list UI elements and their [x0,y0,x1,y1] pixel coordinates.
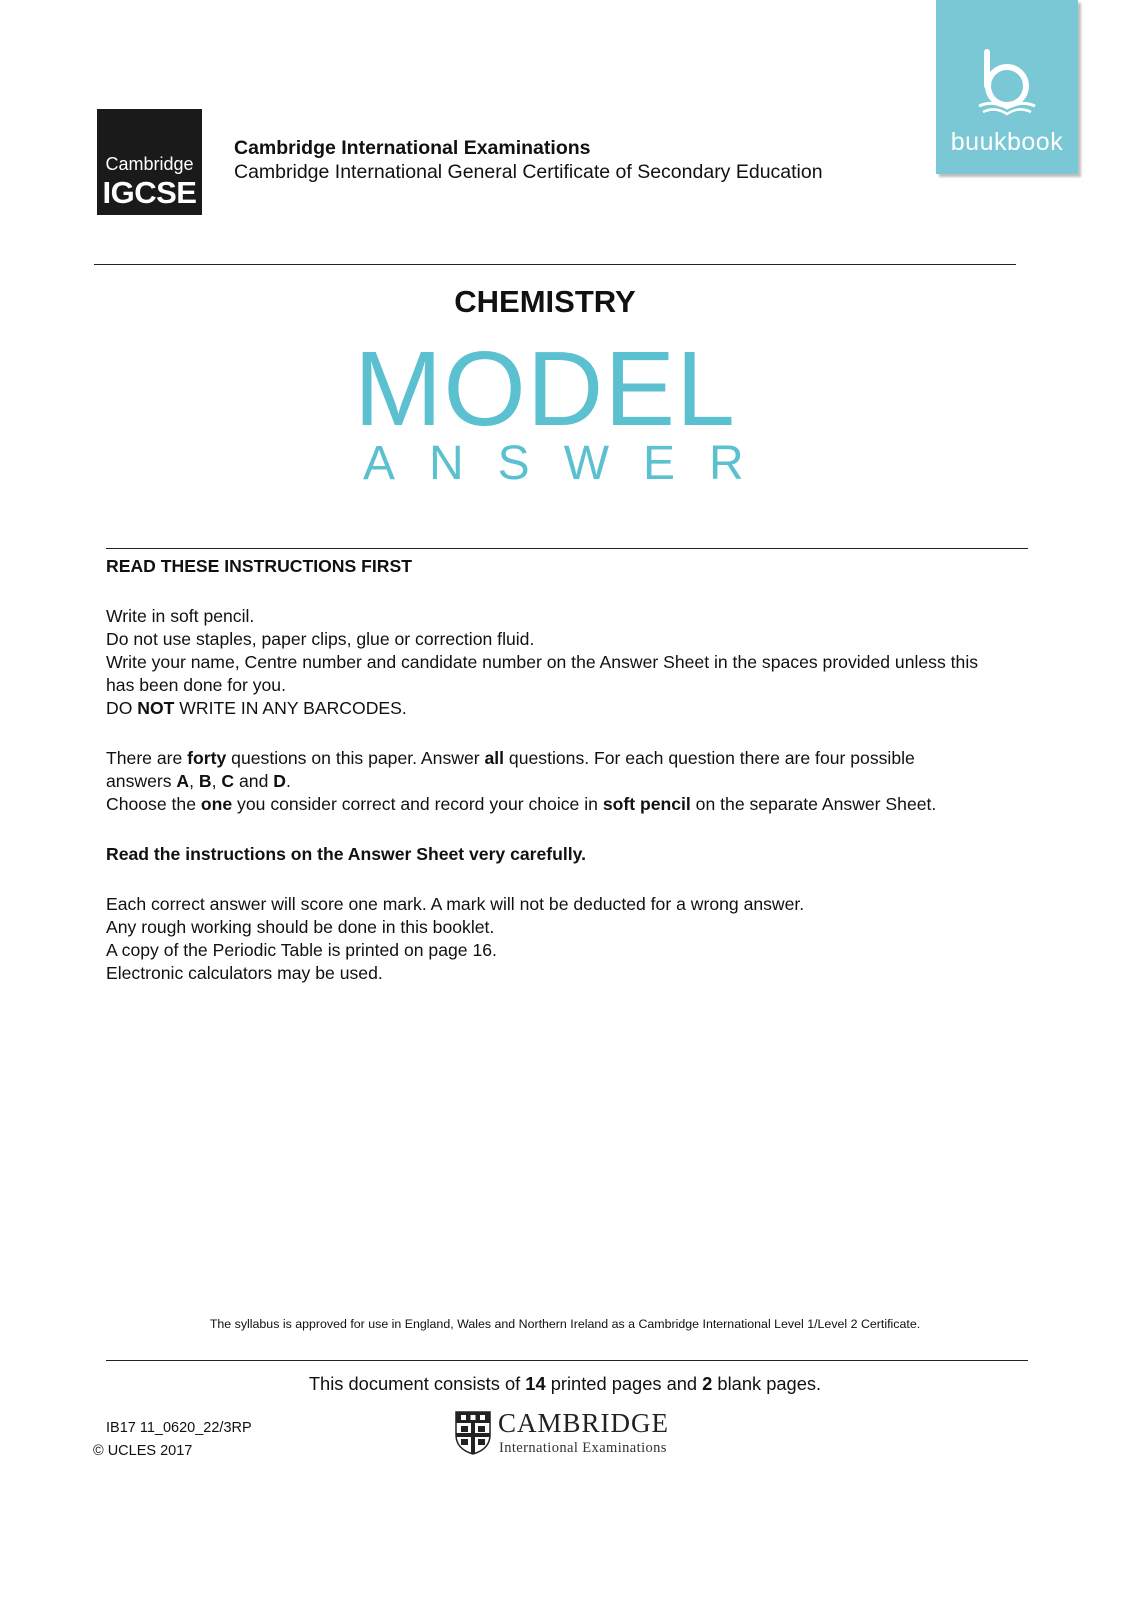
footer-divider [106,1360,1028,1361]
emphasis-text: A [176,771,190,791]
emphasis-text: D [273,771,286,791]
emphasis-text: B [198,771,212,791]
instruction-line-questions [106,747,915,770]
buukbook-wordmark: buukbook [950,128,1064,156]
buukbook-badge [936,0,1078,174]
text-span: answers [106,771,177,791]
book-reader-icon [977,48,1037,118]
cambridge-wordmark: CAMBRIDGE [498,1408,670,1438]
answer-heading: ANSWER [363,437,778,490]
text-span: blank pages. [712,1373,822,1394]
instruction-line: has been done for you. [106,675,286,695]
cambridge-logo [455,1410,685,1460]
blank-pages-count: 2 [702,1373,713,1394]
text-span: . [285,771,291,791]
syllabus-note: The syllabus is approved for use in England, Wales and Northern Ireland as a Cambridge International Level 1/Level 2 Certificate. [209,1317,921,1331]
printed-pages-count: 14 [525,1373,546,1394]
instructions-heading: READ THESE INSTRUCTIONS FIRST [106,556,412,576]
igcse-logo-igcse: IGCSE [102,175,197,210]
igcse-logo-cambridge: Cambridge [105,154,194,174]
header-divider [94,264,1016,265]
instruction-line: Electronic calculators may be used. [106,963,383,983]
text-span: Choose the [106,794,201,814]
instruction-line: Do not use staples, paper clips, glue or correction fluid. [106,629,535,649]
text-span: WRITE IN ANY BARCODES. [174,698,407,718]
emphasis-text: C [221,771,235,791]
instructions-divider [106,548,1028,549]
text-span: This document consists of [308,1373,526,1394]
copyright-notice: © UCLES 2017 [93,1443,193,1459]
instruction-line: Write in soft pencil. [106,606,255,626]
instruction-line: Each correct answer will score one mark. A mark will not be deducted for a wrong answer. [106,894,805,914]
text-span: , [211,771,222,791]
subject-title: CHEMISTRY [454,284,636,319]
text-span: questions on this paper. Answer [226,748,485,768]
text-span: DO [106,698,138,718]
text-span: , [189,771,199,791]
text-span: printed pages and [545,1373,703,1394]
text-span: questions. For each question there are four possible [504,748,915,768]
emphasis-text: NOT [137,698,175,718]
model-heading: MODEL [354,330,736,448]
instruction-line-barcodes [106,697,407,720]
certificate-name: Cambridge International General Certificate of Secondary Education [234,161,823,183]
document-code: IB17 11_0620_22/3RP [106,1420,252,1436]
text-span: on the separate Answer Sheet. [690,794,937,814]
instruction-line: A copy of the Periodic Table is printed on page 16. [106,940,497,960]
instruction-line-answers [106,770,291,793]
text-span: you consider correct and record your choice in [232,794,603,814]
igcse-logo [97,109,202,215]
answer-sheet-notice: Read the instructions on the Answer Sheet very carefully. [106,844,587,864]
emphasis-text: all [484,748,505,768]
cambridge-shield-icon [455,1411,491,1455]
exam-board-name: Cambridge International Examinations [234,137,591,159]
instruction-line: Write your name, Centre number and candidate number on the Answer Sheet in the spaces provided unless this [106,652,979,672]
emphasis-text: one [200,794,233,814]
emphasis-text: forty [187,748,227,768]
emphasis-text: soft pencil [602,794,691,814]
text-span: There are [106,748,188,768]
text-span: and [234,771,274,791]
instruction-line-choose [106,793,936,816]
instruction-line: Any rough working should be done in this booklet. [106,917,495,937]
cambridge-subtitle: International Examinations [499,1440,667,1456]
page-count-note [0,1373,1130,1395]
